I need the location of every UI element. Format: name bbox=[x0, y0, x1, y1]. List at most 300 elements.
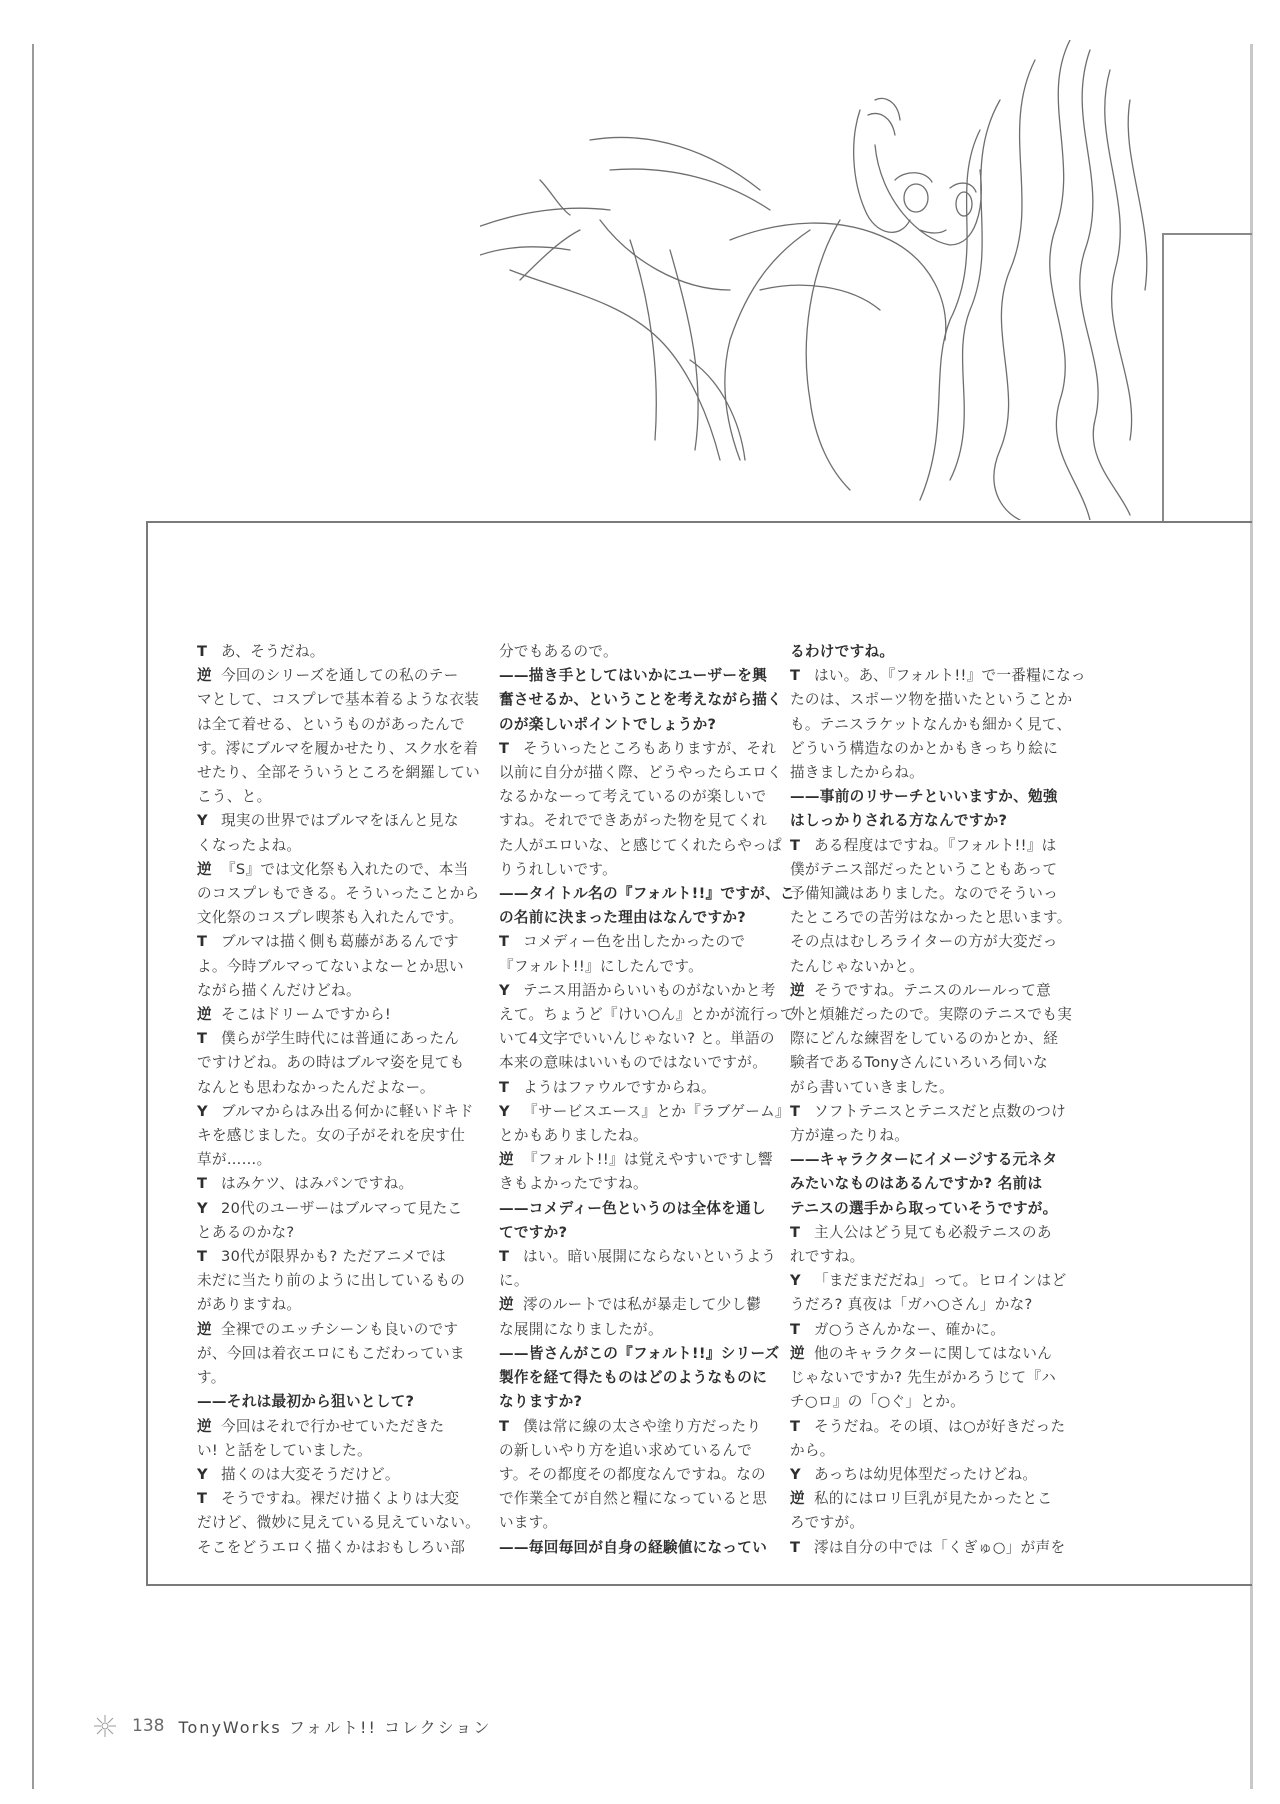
dialogue-paragraph bbox=[197, 640, 462, 664]
line-text: その点はむしろライターの方が大変だっ bbox=[790, 933, 1058, 951]
text-column-2 bbox=[499, 640, 795, 1560]
speaker-label: 逆 bbox=[790, 1490, 805, 1508]
dialogue-line bbox=[790, 1245, 1055, 1269]
dialogue-line bbox=[790, 1487, 1055, 1511]
dialogue-line bbox=[197, 1487, 462, 1511]
dialogue-line bbox=[790, 1172, 1055, 1196]
dialogue-line bbox=[197, 1342, 465, 1366]
line-text: タイトル名の『フォルト!!』ですが、こ bbox=[528, 885, 795, 903]
dialogue-line bbox=[790, 1027, 1059, 1051]
speaker-label: T bbox=[790, 1223, 801, 1241]
dialogue-line bbox=[790, 858, 1058, 882]
dialogue-line bbox=[197, 640, 462, 664]
line-text: 予備知識はありました。なのでそういっ bbox=[790, 885, 1059, 903]
line-text: キを感じました。女の子がそれを戻す仕 bbox=[197, 1127, 466, 1145]
dialogue-line bbox=[197, 1100, 474, 1124]
dialogue-line bbox=[790, 1366, 1055, 1390]
speaker-label: T bbox=[499, 1078, 510, 1096]
line-text: い! と話をしていました。 bbox=[197, 1441, 372, 1459]
dialogue-line bbox=[499, 882, 795, 906]
dialogue-line bbox=[197, 1536, 466, 1560]
dialogue-line bbox=[197, 1027, 462, 1051]
dialogue-line bbox=[499, 664, 768, 688]
line-text: コメディー色を出したかったので bbox=[523, 933, 746, 951]
dialogue-line bbox=[197, 930, 462, 954]
line-text: うだろ? 真夜は「ガハ○さん」かな? bbox=[790, 1296, 1033, 1314]
speaker-label: T bbox=[499, 1417, 510, 1435]
line-text: たのは、スポーツ物を描いたということか bbox=[790, 691, 1073, 709]
line-text: 現実の世界ではブルマをほんと見な bbox=[221, 812, 459, 830]
line-text: たところでの苦労はなかったと思います。 bbox=[790, 909, 1072, 927]
dialogue-paragraph bbox=[197, 930, 462, 1003]
speaker-label: T bbox=[197, 933, 208, 951]
dialogue-line bbox=[499, 1293, 764, 1317]
dialogue-line bbox=[197, 1511, 480, 1535]
dialogue-paragraph bbox=[197, 858, 480, 931]
dialogue-line bbox=[499, 1342, 780, 1366]
dialogue-line bbox=[499, 737, 777, 761]
line-text: テニス用語からいいものがないかと考 bbox=[523, 981, 776, 999]
dialogue-line bbox=[790, 688, 1073, 712]
line-text: そうですね。裸だけ描くよりは大変 bbox=[221, 1490, 460, 1508]
dialogue-line bbox=[790, 761, 1055, 785]
dialogue-line bbox=[790, 1293, 1055, 1317]
line-text: も。テニスラケットなんかも細かく見て、 bbox=[790, 715, 1072, 733]
dialogue-paragraph bbox=[790, 1342, 1055, 1415]
dialogue-paragraph bbox=[499, 1415, 768, 1536]
line-text: そうだね。その頃、は○が好きだった bbox=[814, 1417, 1066, 1435]
line-text: てですか? bbox=[499, 1223, 568, 1241]
line-text: 30代が限界かも? ただアニメでは bbox=[221, 1248, 447, 1266]
line-text: た人がエロいな、と感じてくれたらやっぱ bbox=[499, 836, 782, 854]
dialogue-line bbox=[790, 979, 1055, 1003]
dialogue-paragraph bbox=[197, 1390, 462, 1414]
line-text: 以前に自分が描く際、どうやったらエロく bbox=[499, 764, 782, 782]
line-text: くなったよね。 bbox=[197, 836, 302, 854]
line-text: のコスプレもできる。そういったことから bbox=[197, 885, 480, 903]
dialogue-paragraph bbox=[790, 1318, 1055, 1342]
line-text: りうれしいです。 bbox=[499, 860, 617, 878]
line-text: す。 bbox=[197, 1369, 226, 1387]
dialogue-paragraph bbox=[790, 1463, 1055, 1487]
dialogue-line bbox=[790, 1051, 1055, 1075]
line-text: 今回はそれで行かせていただきた bbox=[221, 1417, 445, 1435]
page-footer bbox=[92, 1706, 491, 1746]
dialogue-line bbox=[197, 1245, 462, 1269]
speaker-label: Y bbox=[790, 1465, 801, 1483]
dialogue-paragraph bbox=[790, 1415, 1066, 1463]
dialogue-line bbox=[790, 930, 1058, 954]
line-text: 描き手としてはいかにユーザーを興 bbox=[528, 667, 768, 685]
dialogue-paragraph bbox=[499, 979, 795, 1076]
line-text: キャラクターにイメージする元ネタ bbox=[819, 1151, 1058, 1169]
speaker-label: T bbox=[790, 1320, 801, 1338]
line-text: のが楽しいポイントでしょうか? bbox=[499, 715, 717, 733]
dialogue-line bbox=[197, 955, 462, 979]
line-text: 今回のシリーズを通しての私のテー bbox=[221, 667, 459, 685]
dialogue-line bbox=[499, 930, 764, 954]
dialogue-line bbox=[499, 1124, 764, 1148]
line-text: きもよかったですね。 bbox=[499, 1175, 648, 1193]
dialogue-paragraph bbox=[197, 1318, 465, 1391]
line-text: 他のキャラクターに関してはないん bbox=[814, 1344, 1053, 1362]
speaker-label: T bbox=[499, 933, 510, 951]
speaker-label: Y bbox=[197, 1465, 208, 1483]
dialogue-paragraph bbox=[197, 1172, 462, 1196]
speaker-label: —— bbox=[499, 667, 529, 685]
line-text: 私的にはロリ巨乳が見たかったとこ bbox=[814, 1490, 1053, 1508]
line-text: たんじゃないかと。 bbox=[790, 957, 925, 975]
dialogue-line bbox=[499, 1197, 764, 1221]
line-text: す。澪にブルマを履かせたり、スク水を着 bbox=[197, 739, 479, 757]
dialogue-line bbox=[499, 1439, 764, 1463]
dialogue-paragraph bbox=[499, 1342, 780, 1415]
dialogue-line bbox=[499, 1511, 764, 1535]
line-text: ですけどね。あの時はブルマ姿を見ても bbox=[197, 1054, 465, 1072]
line-text: 外と煩雑だったので。実際のテニスでも実 bbox=[790, 1006, 1073, 1024]
dialogue-line bbox=[197, 1390, 462, 1414]
line-text: こう、と。 bbox=[197, 788, 272, 806]
line-text: 僕は常に線の太さや塗り方だったり bbox=[523, 1417, 762, 1435]
line-text: そういったところもありますが、それ bbox=[523, 739, 777, 757]
speaker-label: T bbox=[790, 1538, 801, 1556]
dialogue-line bbox=[499, 1076, 764, 1100]
dialogue-line bbox=[197, 1463, 462, 1487]
dialogue-paragraph bbox=[790, 785, 1058, 833]
dialogue-line bbox=[499, 713, 764, 737]
dialogue-line bbox=[197, 1148, 462, 1172]
dialogue-line bbox=[499, 1366, 768, 1390]
dialogue-line bbox=[197, 1076, 462, 1100]
line-text: なりますか? bbox=[499, 1393, 583, 1411]
dialogue-line bbox=[790, 737, 1059, 761]
speaker-label: T bbox=[197, 1175, 208, 1193]
line-text: はみケツ、はみパンですね。 bbox=[221, 1175, 414, 1193]
text-column-1 bbox=[197, 640, 480, 1560]
dialogue-line bbox=[499, 1172, 764, 1196]
dialogue-line bbox=[499, 834, 782, 858]
line-text: 文化祭のコスプレ喫茶も入れたんです。 bbox=[197, 909, 464, 927]
dialogue-paragraph bbox=[197, 1003, 462, 1027]
line-text: だけど、微妙に見えている見えていない。 bbox=[197, 1514, 480, 1532]
dialogue-line bbox=[499, 1003, 795, 1027]
dialogue-paragraph bbox=[197, 1100, 474, 1173]
dialogue-line bbox=[499, 1269, 764, 1293]
speaker-label: 逆 bbox=[197, 1417, 212, 1435]
dialogue-paragraph bbox=[499, 882, 795, 930]
dialogue-line bbox=[197, 688, 480, 712]
speaker-label: Y bbox=[499, 1102, 510, 1120]
dialogue-line bbox=[790, 640, 1055, 664]
dialogue-line bbox=[197, 1003, 462, 1027]
line-text: 全裸でのエッチシーンも良いのです bbox=[221, 1320, 459, 1338]
dialogue-line bbox=[499, 761, 782, 785]
speaker-label: T bbox=[790, 1417, 801, 1435]
speaker-label: —— bbox=[197, 1393, 227, 1411]
dialogue-line bbox=[499, 1487, 768, 1511]
dialogue-line bbox=[790, 882, 1059, 906]
speaker-label: 逆 bbox=[197, 667, 212, 685]
speaker-label: T bbox=[499, 1248, 510, 1266]
line-text: 製作を経て得たものはどのようなものに bbox=[499, 1369, 768, 1387]
speaker-label: 逆 bbox=[197, 1320, 212, 1338]
line-text: マとして、コスプレで基本着るような衣装 bbox=[197, 691, 480, 709]
dialogue-line bbox=[197, 858, 469, 882]
dialogue-line bbox=[499, 1390, 764, 1414]
speaker-label: T bbox=[197, 643, 208, 660]
dialogue-line bbox=[499, 1318, 764, 1342]
dialogue-paragraph bbox=[197, 1027, 465, 1100]
dialogue-paragraph bbox=[197, 1415, 462, 1463]
line-text: 『フォルト!!』は覚えやすいですし響 bbox=[523, 1151, 773, 1169]
dialogue-line bbox=[197, 1221, 462, 1245]
line-text: せたり、全部そういうところを網羅してい bbox=[197, 764, 480, 782]
dialogue-line bbox=[499, 1245, 777, 1269]
line-text: ろですが。 bbox=[790, 1514, 865, 1532]
line-text: テニスの選手から取っていそうですが。 bbox=[790, 1199, 1058, 1217]
dialogue-paragraph bbox=[197, 1245, 466, 1318]
dialogue-paragraph bbox=[499, 1076, 764, 1100]
line-text: とかもありましたね。 bbox=[499, 1127, 648, 1145]
speaker-label: 逆 bbox=[197, 1006, 212, 1024]
speaker-label: —— bbox=[499, 1538, 529, 1556]
dialogue-line bbox=[499, 858, 764, 882]
dialogue-paragraph bbox=[197, 1197, 462, 1245]
line-text: 澪は自分の中では「くぎゅ○」が声を bbox=[814, 1538, 1066, 1556]
line-text: 毎回毎回が自身の経験値になってい bbox=[528, 1538, 768, 1556]
line-text: るわけですね。 bbox=[790, 643, 895, 660]
line-text: がありますね。 bbox=[197, 1296, 302, 1314]
line-text: いて4文字でいいんじゃない? と。単語の bbox=[499, 1030, 775, 1048]
line-text: の新しいやり方を追い求めているんで bbox=[499, 1441, 753, 1459]
speaker-label: T bbox=[790, 836, 801, 854]
dialogue-line bbox=[499, 1027, 775, 1051]
line-text: じゃないですか? 先生がかろうじて『ハ bbox=[790, 1369, 1057, 1387]
line-text: チ○ロ』の「○ぐ」とか。 bbox=[790, 1393, 966, 1411]
line-text: えて。ちょうど『けい○ん』とかが流行って bbox=[499, 1006, 795, 1024]
dialogue-paragraph bbox=[790, 1269, 1067, 1317]
dialogue-line bbox=[499, 1463, 764, 1487]
dialogue-line bbox=[790, 1076, 1055, 1100]
dialogue-paragraph bbox=[790, 1148, 1058, 1221]
line-text: 『S』では文化祭も入れたので、本当 bbox=[221, 860, 469, 878]
dialogue-line bbox=[197, 906, 462, 930]
dialogue-line bbox=[197, 737, 479, 761]
dialogue-line bbox=[790, 1511, 1055, 1535]
dialogue-paragraph bbox=[499, 1245, 777, 1293]
dialogue-paragraph bbox=[499, 1148, 773, 1196]
line-text: ながら描くんだけどね。 bbox=[197, 981, 361, 999]
page-edge-left bbox=[32, 44, 34, 1789]
dialogue-paragraph bbox=[197, 1487, 480, 1560]
line-text: 験者であるTonyさんにいろいろ伺いな bbox=[790, 1054, 1048, 1072]
dialogue-line bbox=[197, 664, 462, 688]
dialogue-line bbox=[790, 1318, 1055, 1342]
speaker-label: Y bbox=[197, 1102, 208, 1120]
line-text: から。 bbox=[790, 1441, 835, 1459]
flower-ornament-icon bbox=[92, 1713, 118, 1739]
line-text: の名前に決まった理由はなんですか? bbox=[499, 909, 747, 927]
dialogue-line bbox=[499, 1415, 764, 1439]
illustration-frame bbox=[1162, 233, 1252, 523]
dialogue-paragraph bbox=[499, 640, 764, 664]
dialogue-paragraph bbox=[499, 1293, 764, 1341]
dialogue-line bbox=[499, 1148, 773, 1172]
line-text: れですね。 bbox=[790, 1248, 865, 1266]
speaker-label: —— bbox=[499, 1344, 529, 1362]
dialogue-line bbox=[790, 785, 1058, 809]
line-text: 方が違ったりね。 bbox=[790, 1127, 910, 1145]
speaker-label: —— bbox=[499, 885, 529, 903]
dialogue-line bbox=[197, 1318, 462, 1342]
dialogue-line bbox=[197, 1051, 465, 1075]
dialogue-paragraph bbox=[790, 1221, 1055, 1269]
dialogue-paragraph bbox=[790, 1100, 1067, 1148]
line-text: ある程度はですね。『フォルト!!』は bbox=[814, 836, 1057, 854]
dialogue-line bbox=[790, 1148, 1058, 1172]
dialogue-line bbox=[790, 1197, 1058, 1221]
line-text: がら書いていきました。 bbox=[790, 1078, 954, 1096]
dialogue-paragraph bbox=[499, 930, 764, 978]
speaker-label: 逆 bbox=[790, 1344, 805, 1362]
line-text: みたいなものはあるんですか? 名前は bbox=[790, 1175, 1043, 1193]
dialogue-line bbox=[790, 809, 1055, 833]
speaker-label: —— bbox=[499, 1199, 529, 1217]
dialogue-line bbox=[197, 1439, 462, 1463]
line-text: 『サービスエース』とか『ラブゲーム』 bbox=[523, 1102, 790, 1120]
dialogue-paragraph bbox=[790, 834, 1072, 979]
speaker-label: Y bbox=[499, 981, 510, 999]
dialogue-line bbox=[790, 1415, 1066, 1439]
dialogue-line bbox=[499, 809, 768, 833]
line-text: 本来の意味はいいものではないですが。 bbox=[499, 1054, 768, 1072]
dialogue-line bbox=[790, 1439, 1055, 1463]
line-art-illustration bbox=[480, 40, 1160, 520]
line-text: それは最初から狙いとして? bbox=[226, 1393, 415, 1411]
line-text: 『フォルト!!』にしたんです。 bbox=[499, 957, 704, 975]
speaker-label: T bbox=[499, 739, 510, 757]
speaker-label: —— bbox=[790, 788, 820, 806]
dialogue-line bbox=[499, 640, 764, 664]
dialogue-line bbox=[790, 1003, 1073, 1027]
dialogue-paragraph bbox=[790, 1487, 1055, 1535]
line-text: 20代のユーザーはブルマって見たこ bbox=[221, 1199, 463, 1217]
line-text: とあるのかな? bbox=[197, 1223, 295, 1241]
line-text: います。 bbox=[499, 1514, 558, 1532]
dialogue-paragraph bbox=[499, 664, 782, 737]
dialogue-line bbox=[499, 1051, 768, 1075]
dialogue-line bbox=[790, 1269, 1067, 1293]
book-title: TonyWorks フォルト!! コレクション bbox=[178, 1717, 492, 1737]
line-text: 奮させるか、ということを考えながら描く bbox=[499, 691, 782, 709]
dialogue-line bbox=[790, 1463, 1055, 1487]
dialogue-line bbox=[197, 1124, 466, 1148]
speaker-label: T bbox=[197, 1030, 208, 1048]
dialogue-line bbox=[499, 1221, 764, 1245]
line-text: で作業全てが自然と糧になっていると思 bbox=[499, 1490, 768, 1508]
dialogue-line bbox=[790, 955, 1055, 979]
dialogue-line bbox=[790, 1100, 1067, 1124]
line-text: 描くのは大変そうだけど。 bbox=[221, 1465, 400, 1483]
line-text: コメディー色というのは全体を通し bbox=[528, 1199, 766, 1217]
text-column-3 bbox=[790, 640, 1086, 1560]
dialogue-line bbox=[790, 1221, 1055, 1245]
line-text: ガ○うさんかなー、確かに。 bbox=[814, 1320, 1006, 1338]
dialogue-paragraph bbox=[790, 979, 1073, 1100]
line-text: すね。それでできあがった物を見てくれ bbox=[499, 812, 768, 830]
speaker-label: 逆 bbox=[499, 1151, 514, 1169]
dialogue-line bbox=[499, 955, 764, 979]
dialogue-line bbox=[499, 906, 764, 930]
dialogue-line bbox=[499, 688, 782, 712]
dialogue-line bbox=[197, 1172, 462, 1196]
speaker-label: T bbox=[197, 1490, 208, 1508]
dialogue-line bbox=[499, 1536, 768, 1560]
dialogue-line bbox=[197, 1293, 462, 1317]
dialogue-paragraph bbox=[499, 1100, 790, 1148]
line-text: が、今回は着衣エロにもこだわっていま bbox=[197, 1344, 465, 1362]
speaker-label: Y bbox=[197, 812, 208, 830]
dialogue-line bbox=[499, 785, 767, 809]
dialogue-line bbox=[790, 1390, 1055, 1414]
line-text: は全て着せる、というものがあったんで bbox=[197, 715, 465, 733]
dialogue-line bbox=[499, 979, 776, 1003]
dialogue-line bbox=[197, 713, 465, 737]
dialogue-line bbox=[197, 882, 480, 906]
speaker-label: —— bbox=[790, 1151, 820, 1169]
dialogue-paragraph bbox=[197, 664, 480, 809]
line-text: はい。あ、『フォルト!!』で一番糧になっ bbox=[814, 667, 1086, 685]
dialogue-paragraph bbox=[197, 809, 462, 857]
dialogue-line bbox=[790, 834, 1055, 858]
dialogue-line bbox=[197, 785, 462, 809]
line-text: ブルマは描く側も葛藤があるんです bbox=[221, 933, 459, 951]
line-text: あっちは幼児体型だったけどね。 bbox=[814, 1465, 1038, 1483]
line-text: 澪のルートでは私が暴走して少し鬱 bbox=[523, 1296, 762, 1314]
line-text: なるかなーって考えているのが楽しいで bbox=[499, 788, 767, 806]
line-text: そうですね。テニスのルールって意 bbox=[814, 981, 1051, 999]
dialogue-paragraph bbox=[790, 640, 1055, 664]
speaker-label: Y bbox=[790, 1272, 801, 1290]
line-text: どういう構造なのかとかもきっちり絵に bbox=[790, 739, 1059, 757]
line-text: す。その都度その都度なんですね。なの bbox=[499, 1465, 766, 1483]
dialogue-line bbox=[197, 1366, 462, 1390]
dialogue-line bbox=[790, 713, 1072, 737]
line-text: ソフトテニスとテニスだと点数のつけ bbox=[814, 1102, 1067, 1120]
speaker-label: 逆 bbox=[790, 981, 805, 999]
dialogue-paragraph bbox=[790, 664, 1086, 785]
dialogue-line bbox=[790, 1124, 1055, 1148]
dialogue-paragraph bbox=[790, 1536, 1066, 1560]
dialogue-line bbox=[790, 664, 1086, 688]
dialogue-line bbox=[790, 1536, 1066, 1560]
line-text: 草が……。 bbox=[197, 1151, 272, 1169]
line-text: なんとも思わなかったんだよなー。 bbox=[197, 1078, 435, 1096]
dialogue-line bbox=[499, 1100, 790, 1124]
dialogue-line bbox=[197, 1197, 462, 1221]
dialogue-paragraph bbox=[499, 1197, 764, 1245]
line-text: ブルマからはみ出る何かに軽いドキド bbox=[221, 1102, 474, 1120]
line-text: そこをどうエロく描くかはおもしろい部 bbox=[197, 1538, 466, 1556]
line-text: 描きましたからね。 bbox=[790, 764, 925, 782]
speaker-label: 逆 bbox=[197, 860, 212, 878]
dialogue-line bbox=[197, 1269, 466, 1293]
line-text: はしっかりされる方なんですか? bbox=[790, 812, 1008, 830]
dialogue-paragraph bbox=[197, 1463, 462, 1487]
line-text: よ。今時ブルマってないよなーとか思い bbox=[197, 957, 464, 975]
dialogue-line bbox=[197, 834, 462, 858]
speaker-label: Y bbox=[197, 1199, 208, 1217]
